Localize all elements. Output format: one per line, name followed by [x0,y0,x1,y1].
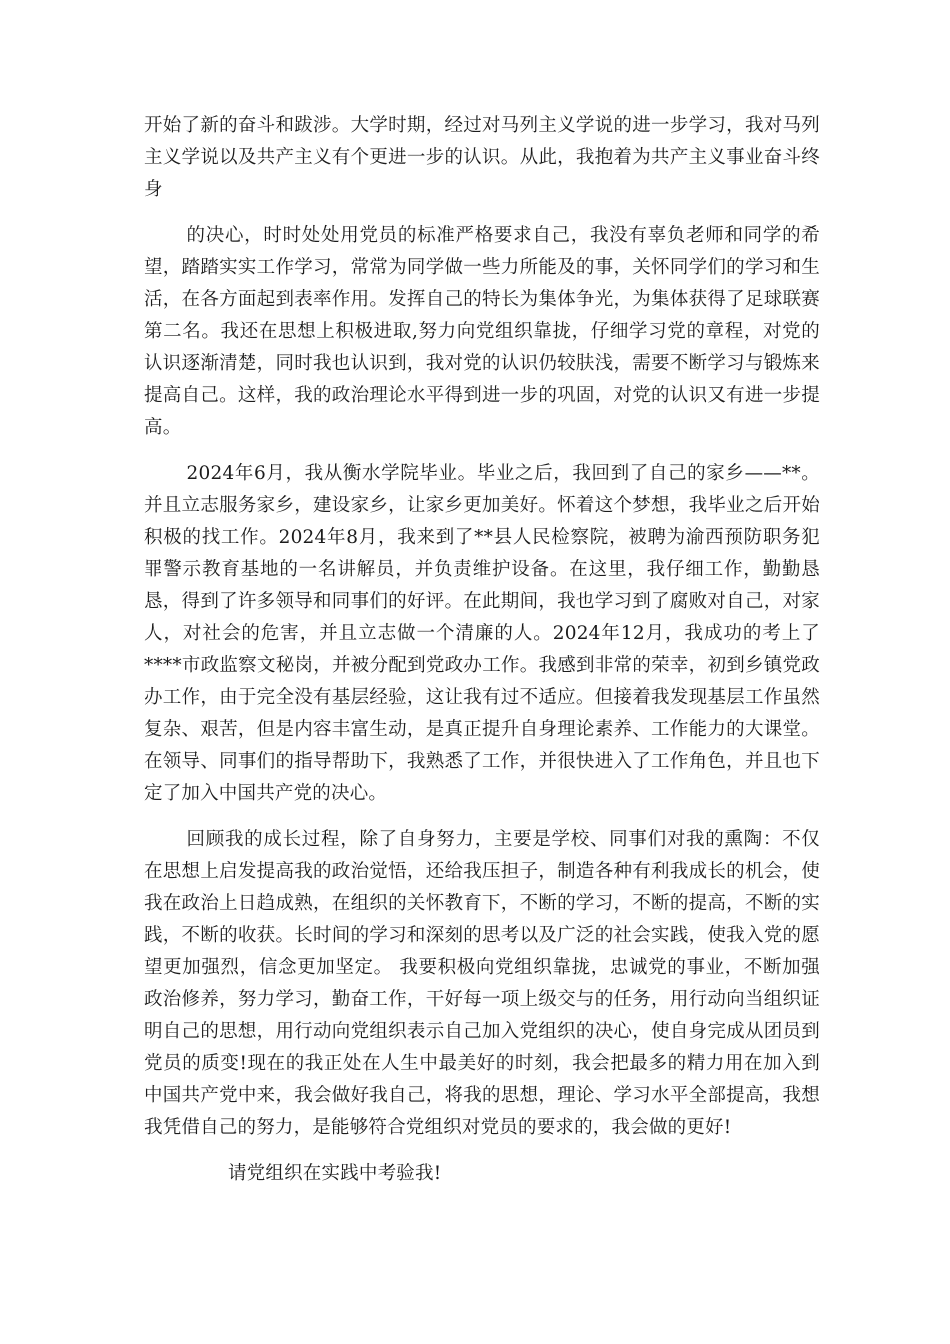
document-page [144,110,820,1190]
paragraph-4: 回顾我的成长过程，除了自身努力，主要是学校、同事们对我的熏陶：不仅在思想上启发提高我的政治觉悟，还给我压担子，制造各种有利我成长的机会，使我在政治上日趋成熟，在组织的关怀教育下，不断的学习，不断的提高，不断的实践，不断的收获。长时间的学习和深刻的思考以及广泛的社会实践，使我入党的愿望更加强烈，信念更加坚定。 我要积极向党组织靠拢，忠诚党的事业，不断加强政治修养，努力学习，勤奋工作，干好每一项上级交与的任务，用行动向当组织证明自己的思想，用行动向党组织表示自己加入党组织的决心，使自身完成从团员到党员的质变!现在的我正处在人生中最美好的时刻，我会把最多的精力用在加入到中国共产党中来，我会做好我自己，将我的思想，理论、学习水平全部提高，我想我凭借自己的努力，是能够符合党组织对党员的要求的，我会做的更好! [144,829,820,1138]
paragraph-2: 的决心，时时处处用党员的标准严格要求自己，我没有辜负老师和同学的希望，踏踏实实工作学习，常常为同学做一些力所能及的事，关怀同学们的学习和生活，在各方面起到表率作用。发挥自己的特长为集体争光，为集体获得了足球联赛第二名。我还在思想上积极进取,努力向党组织靠拢，仔细学习党的章程，对党的认识逐渐清楚，同时我也认识到，我对党的认识仍较肤浅，需要不断学习与锻炼来提高自己。这样，我的政治理论水平得到进一步的巩固，对党的认识又有进一步提高。 [144,225,820,438]
closing-line: 请党组织在实践中考验我! [228,1163,442,1184]
paragraph-3: 2024年6月，我从衡水学院毕业。毕业之后，我回到了自己的家乡——**。并且立志服务家乡，建设家乡，让家乡更加美好。怀着这个梦想，我毕业之后开始积极的找工作。2024年8月，我来到了**县人民检察院，被聘为渝西预防职务犯罪警示教育基地的一名讲解员，并负责维护设备。在这里，我仔细工作，勤勤恳恳，得到了许多领导和同事们的好评。在此期间，我也学习到了腐败对自己，对家人，对社会的危害，并且立志做一个清廉的人。2024年12月，我成功的考上了****市政监察文秘岗，并被分配到党政办工作。我感到非常的荣幸，初到乡镇党政办工作，由于完全没有基层经验，这让我有过不适应。但接着我发现基层工作虽然复杂、艰苦，但是内容丰富生动，是真正提升自身理论素养、工作能力的大课堂。在领导、同事们的指导帮助下，我熟悉了工作，并很快进入了工作角色，并且也下定了加入中国共产党的决心。 [144,463,820,804]
paragraph-1: 开始了新的奋斗和跋涉。大学时期，经过对马列主义学说的进一步学习，我对马列主义学说以及共产主义有个更进一步的认识。从此，我抱着为共产主义事业奋斗终身 [144,115,820,200]
